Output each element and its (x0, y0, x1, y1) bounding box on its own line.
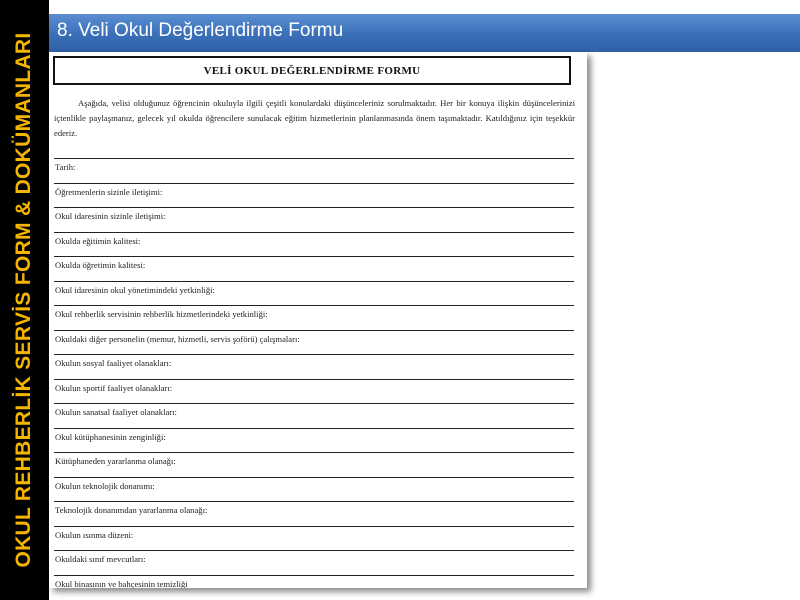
form-field-label: Kütüphaneden yararlanma olanağı: (55, 456, 176, 466)
form-field-row[interactable] (54, 526, 574, 551)
form-field-label: Okul binasının ve bahçesinin temizliği (55, 578, 188, 588)
form-field-label: Okul kütüphanesinin zenginliği: (55, 431, 166, 442)
form-field-label: Teknolojik donanımdan yararlanma olanağı: (55, 505, 208, 515)
form-field-row[interactable] (54, 575, 574, 589)
form-field-label: Okuldaki sınıf mevcutları: (55, 554, 146, 564)
form-field-label: Okul idaresinin sizinle iletişimi: (55, 211, 166, 221)
form-fields (54, 158, 574, 588)
sidebar (0, 0, 49, 600)
form-field-row[interactable] (54, 379, 574, 404)
form-field-row[interactable] (54, 501, 574, 526)
form-field-label: Okulun sosyal faaliyet olanakları: (55, 358, 172, 368)
form-field-row[interactable] (54, 281, 574, 306)
form-field-row[interactable] (54, 232, 574, 257)
form-field-label: Okulda eğitimin kalitesi: (55, 235, 141, 246)
form-field-row[interactable] (54, 403, 574, 428)
form-intro: Aşağıda, velisi olduğunuz öğrencinin okuluyla ilgili çeşitli konulardaki düşünceleriniz sorulmaktadır. Her bir konuya ilişkin düşüncelerinizi içtenlikle paylaşmanız, gelecek yıl okulda öğrencilere sunulacak eğitim hizmetlerinin planlanmasında önem taşımaktadır. Katıldığınız için teşekkür ederiz. (54, 98, 575, 138)
form-field-row[interactable] (54, 183, 574, 208)
form-field-row[interactable] (54, 305, 574, 330)
form-field-label: Okulun sportif faaliyet olanakları: (55, 382, 173, 393)
form-field-label: Okulun teknolojik donanımı: (55, 480, 155, 491)
form-field-row[interactable] (54, 428, 574, 453)
form-document (49, 52, 587, 588)
form-field-row[interactable] (54, 452, 574, 477)
form-field-row[interactable] (54, 256, 574, 281)
form-field-label: Okul idaresinin okul yönetimindeki yetkinliği: (55, 284, 215, 295)
form-title: VELİ OKUL DEĞERLENDİRME FORMU (53, 56, 571, 85)
form-field-label: Tarih: (55, 162, 76, 172)
form-field-row[interactable] (54, 207, 574, 232)
form-field-label: Okuldaki diğer personelin (memur, hizmetli, servis şoförü) çalışmaları: (55, 333, 300, 344)
form-field-row[interactable] (54, 550, 574, 575)
form-field-label: Okul rehberlik servisinin rehberlik hizmetlerindeki yetkinliği: (55, 309, 268, 319)
form-field-label: Okulda öğretimin kalitesi: (55, 260, 146, 270)
form-field-row[interactable] (54, 477, 574, 502)
form-field-row[interactable] (54, 354, 574, 379)
form-field-label: Okulun sanatsal faaliyet olanakları: (55, 407, 177, 417)
form-field-label: Öğretmenlerin sizinle iletişimi: (55, 186, 163, 197)
form-field-row[interactable] (54, 330, 574, 355)
slide-title: 8. Veli Okul Değerlendirme Formu (57, 20, 344, 41)
sidebar-title: OKUL REHBERLİK SERVİS FORM & DOKÜMANLARI (12, 32, 35, 568)
form-field-row[interactable] (54, 158, 574, 183)
form-field-label: Okulun ısınma düzeni: (55, 529, 134, 540)
slide-header (49, 14, 800, 52)
